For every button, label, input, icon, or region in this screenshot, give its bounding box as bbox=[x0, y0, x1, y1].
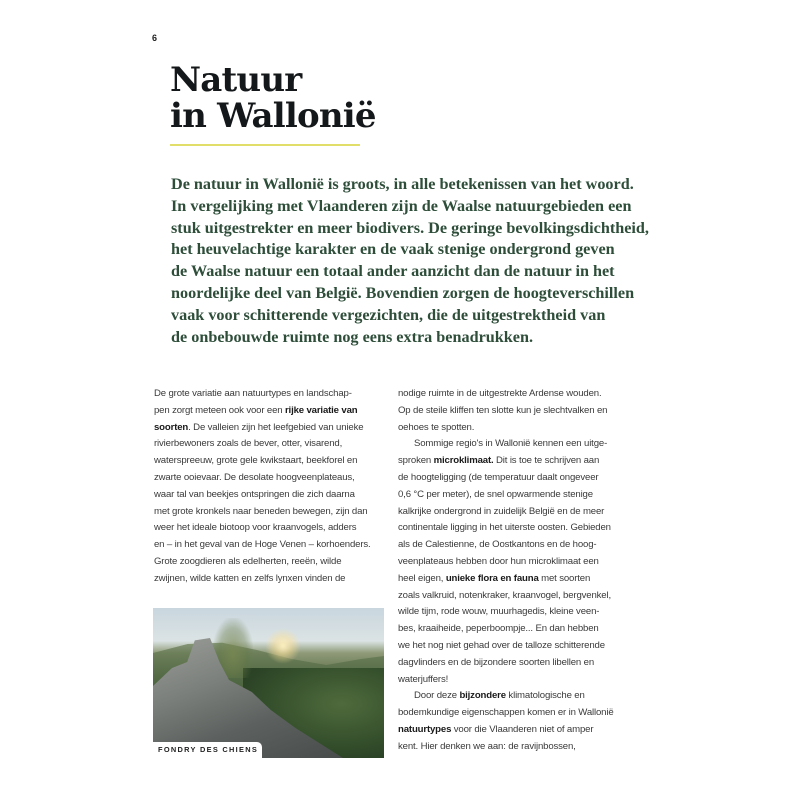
emphasis-text: rijke variatie van bbox=[284, 404, 358, 416]
lead-line: vaak voor schitterende vergezichten, die de uitgestrektheid van bbox=[171, 305, 606, 324]
body-line: waar tal van beekjes ontspringen die zich daarna bbox=[154, 488, 355, 500]
lead-line: de Waalse natuur een totaal ander aanzicht dan de natuur in het bbox=[171, 262, 615, 281]
body-text: sproken bbox=[398, 455, 434, 467]
body-line: 0,6 °C per meter), de snel opwarmende stenige bbox=[398, 488, 593, 500]
page-title-line-2: in Wallonië bbox=[170, 96, 376, 136]
body-line: bodemkundige eigenschappen komen er in Wallonië bbox=[398, 707, 614, 719]
body-line: zwijnen, wilde katten en zelfs lynxen vinden de bbox=[154, 572, 346, 584]
body-line: de hoogteligging (de temperatuur daalt ongeveer bbox=[398, 471, 599, 483]
body-line: bes, kraaiheide, peperboompje... En dan hebben bbox=[398, 623, 599, 635]
lead-line: De natuur in Wallonië is groots, in alle betekenissen van het woord. bbox=[171, 175, 634, 193]
body-text: Dit is toe te schrijven aan bbox=[493, 455, 600, 467]
body-line: continentale ligging in het uiterste oosten. Gebieden bbox=[398, 522, 611, 534]
body-line: rivierbewoners zoals de bever, otter, visarend, bbox=[154, 438, 343, 450]
page-title bbox=[170, 62, 376, 134]
body-line: we het nog niet gehad over de talloze schitterende bbox=[398, 639, 605, 651]
emphasis-text: soorten bbox=[154, 421, 189, 433]
body-line: met grote kronkels naar beneden bewegen, zijn dan bbox=[154, 505, 368, 517]
body-line bbox=[398, 571, 640, 588]
body-text: heel eigen, bbox=[398, 572, 446, 584]
body-line: kent. Hier denken we aan: de ravijnbossen, bbox=[398, 740, 576, 752]
body-line bbox=[154, 420, 396, 437]
body-line: nodige ruimte in de uitgestrekte Ardense wouden. bbox=[398, 388, 602, 399]
body-line: waterspreeuw, grote gele kwikstaart, beekforel en bbox=[154, 455, 358, 467]
page-title-line-1: Natuur bbox=[170, 60, 302, 100]
lead-paragraph bbox=[171, 174, 651, 348]
emphasis-text: microklimaat. bbox=[433, 455, 494, 467]
lead-line: het heuvelachtige karakter en de vaak stenige ondergrond geven bbox=[171, 240, 615, 259]
landscape-photo bbox=[153, 608, 384, 758]
body-line: Grote zoogdieren als edelherten, reeën, wilde bbox=[154, 555, 342, 567]
lead-line: In vergelijking met Vlaanderen zijn de Waalse natuurgebieden een bbox=[171, 196, 632, 215]
body-line: en – in het geval van de Hoge Venen – korhoenders. bbox=[154, 539, 371, 551]
body-line: waterjuffers! bbox=[398, 673, 449, 685]
body-line bbox=[154, 403, 396, 420]
emphasis-text: bijzondere bbox=[459, 690, 506, 702]
body-line: veenplateaus hebben door hun microklimaat een bbox=[398, 555, 599, 567]
lead-line: noordelijke deel van België. Bovendien zorgen de hoogteverschillen bbox=[171, 283, 635, 302]
body-line: zwarte ooievaar. De desolate hoogveenplateaus, bbox=[154, 471, 355, 483]
body-line: Sommige regio's in Wallonië kennen een uitge- bbox=[414, 438, 608, 450]
body-line bbox=[398, 453, 640, 470]
body-line bbox=[398, 688, 640, 705]
body-line: Op de steile kliffen ten slotte kun je slechtvalken en bbox=[398, 404, 608, 416]
body-line: kalkrijke ondergrond in zuidelijk België en de meer bbox=[398, 505, 605, 517]
body-line: De grote variatie aan natuurtypes en landschap- bbox=[154, 388, 352, 399]
body-text: Door deze bbox=[414, 690, 460, 702]
photo-sun-flare bbox=[265, 628, 301, 664]
photo-caption: FONDRY DES CHIENS bbox=[153, 742, 262, 758]
body-text: pen zorgt meteen ook voor een bbox=[154, 404, 285, 416]
body-text: klimatologische en bbox=[505, 690, 585, 702]
body-line bbox=[398, 722, 640, 739]
lead-line: de onbebouwde ruimte nog eens extra benadrukken. bbox=[171, 327, 533, 346]
body-line: wilde tijm, rode wouw, muurhagedis, kleine veen- bbox=[398, 606, 600, 618]
body-line: oehoes te spotten. bbox=[398, 421, 475, 433]
body-column-left bbox=[154, 386, 396, 588]
body-line: dagvlinders en de bijzondere soorten libellen en bbox=[398, 656, 595, 668]
body-line: weer het ideale biotoop voor kraanvogels, adders bbox=[154, 522, 357, 534]
body-column-right bbox=[398, 386, 640, 756]
body-text: . De valleien zijn het leefgebied van unieke bbox=[188, 421, 364, 433]
body-line: als de Calestienne, de Oostkantons en de hoog- bbox=[398, 539, 597, 551]
body-text: met soorten bbox=[538, 572, 591, 584]
emphasis-text: unieke flora en fauna bbox=[445, 572, 539, 584]
page-number: 6 bbox=[152, 33, 158, 43]
body-text: voor die Vlaanderen niet of amper bbox=[451, 723, 594, 735]
lead-line: stuk uitgestrekter en meer biodivers. De geringe bevolkingsdichtheid, bbox=[171, 218, 649, 237]
title-underline-divider bbox=[170, 144, 360, 146]
body-line: zoals valkruid, notenkraker, kraanvogel, bergvenkel, bbox=[398, 589, 611, 601]
emphasis-text: natuurtypes bbox=[398, 723, 452, 735]
